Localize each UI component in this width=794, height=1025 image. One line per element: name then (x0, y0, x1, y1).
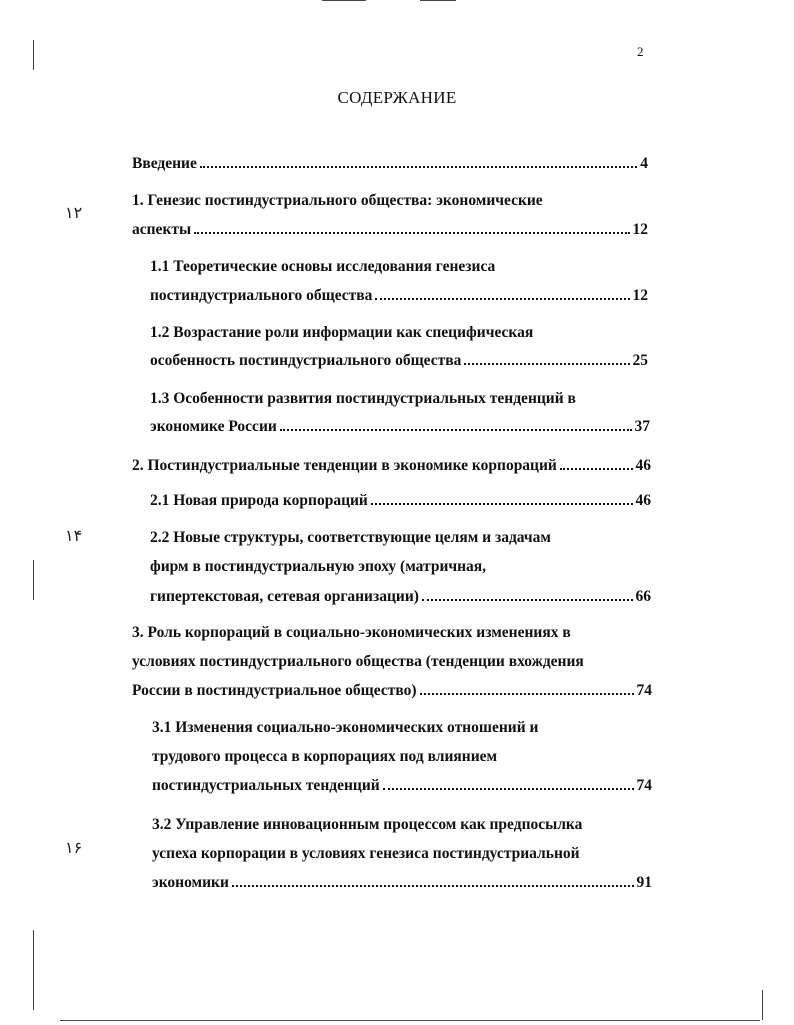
toc-entry-title: 3. Роль корпораций в социально-экономических изменениях в (132, 624, 571, 641)
toc-entry-page: 25 (632, 352, 648, 369)
toc-dot-leader (383, 788, 634, 790)
toc-dot-leader (464, 363, 629, 365)
toc-dot-leader (371, 503, 633, 505)
toc-entry (150, 352, 648, 370)
toc-entry-title: 2. Постиндустриальные тенденции в экономике корпораций (132, 457, 557, 474)
toc-dot-leader (232, 885, 634, 887)
toc-entry-page: 66 (635, 588, 651, 605)
toc-entry-title: 1.3 Особенности развития постиндустриальных тенденций в (150, 390, 576, 407)
page-title: СОДЕРЖАНИЕ (337, 88, 457, 107)
toc-dot-leader (280, 429, 632, 431)
toc-entry-title: 1.1 Теоретические основы исследования генезиса (150, 258, 496, 275)
toc-entry (150, 492, 651, 510)
toc-entry-page: 37 (634, 418, 650, 435)
toc-dot-leader (375, 298, 629, 300)
toc-entry-page: 4 (640, 155, 648, 172)
toc-entry (150, 588, 651, 606)
scan-line-top (322, 0, 366, 1)
toc-entry-title: 1.2 Возрастание роли информации как специфическая (150, 324, 534, 341)
toc-dot-leader (420, 693, 634, 695)
toc-entry-title: трудового процесса в корпорациях под влиянием (152, 748, 498, 765)
scan-line-right (762, 990, 763, 1020)
toc-entry-page: 91 (636, 874, 652, 891)
toc-entry-title: 3.2 Управление инновационным процессом как предпосылка (152, 816, 583, 833)
scan-line-left (33, 560, 34, 600)
toc-entry-page: 12 (632, 287, 648, 304)
toc-entry-title: Введение (132, 155, 197, 172)
toc-entry-title: аспекты (132, 221, 192, 238)
toc-dot-leader (194, 232, 629, 234)
toc-entry-title: особенность постиндустриального общества (150, 352, 462, 369)
toc-entry-title: фирм в постиндустриальную эпоху (матричная, (150, 558, 487, 575)
scan-line-left (33, 930, 34, 1010)
margin-annotation: ۱۲ (65, 205, 83, 222)
scan-line-bottom (60, 1020, 760, 1021)
toc-dot-leader (560, 468, 633, 470)
toc-entry (132, 457, 651, 475)
toc-entry (150, 418, 650, 436)
margin-annotation: ۱۴ (65, 528, 83, 545)
toc-entry-title: гипертекстовая, сетевая организации) (150, 588, 419, 605)
toc-entry-page: 46 (635, 492, 651, 509)
toc-entry-title: 2.2 Новые структуры, соответствующие целям и задачам (150, 529, 551, 546)
toc-entry-title: 1. Генезис постиндустриального общества: экономические (132, 192, 543, 209)
toc-entry (152, 777, 652, 795)
scan-line-left (33, 40, 34, 70)
toc-entry-title: экономике России (150, 418, 277, 435)
toc-entry-title: России в постиндустриальное общество) (132, 682, 417, 699)
toc-entry-page: 74 (636, 682, 652, 699)
toc-entry-title: постиндустриального общества (150, 287, 373, 304)
toc-dot-leader (422, 599, 633, 601)
toc-entry-page: 74 (636, 777, 652, 794)
toc-entry (132, 221, 648, 239)
toc-entry (152, 874, 652, 892)
toc-entry-title: постиндустриальных тенденций (152, 777, 380, 794)
scan-line-top (420, 0, 456, 1)
toc-entry-title: экономики (152, 874, 229, 891)
toc-entry (132, 682, 652, 700)
margin-annotation: ۱۶ (65, 840, 83, 857)
toc-entry-page: 46 (635, 457, 651, 474)
toc-entry-title: 2.1 Новая природа корпораций (150, 492, 368, 509)
toc-entry-page: 12 (632, 221, 648, 238)
toc-entry (132, 155, 648, 173)
toc-dot-leader (200, 166, 637, 168)
toc-entry-title: 3.1 Изменения социально-экономических отношений и (152, 719, 539, 736)
toc-entry (150, 287, 648, 305)
page-number: 2 (637, 44, 644, 59)
toc-entry-title: успеха корпорации в условиях генезиса постиндустриальной (152, 845, 580, 862)
toc-entry-title: условиях постиндустриального общества (тенденции вхождения (132, 653, 584, 670)
